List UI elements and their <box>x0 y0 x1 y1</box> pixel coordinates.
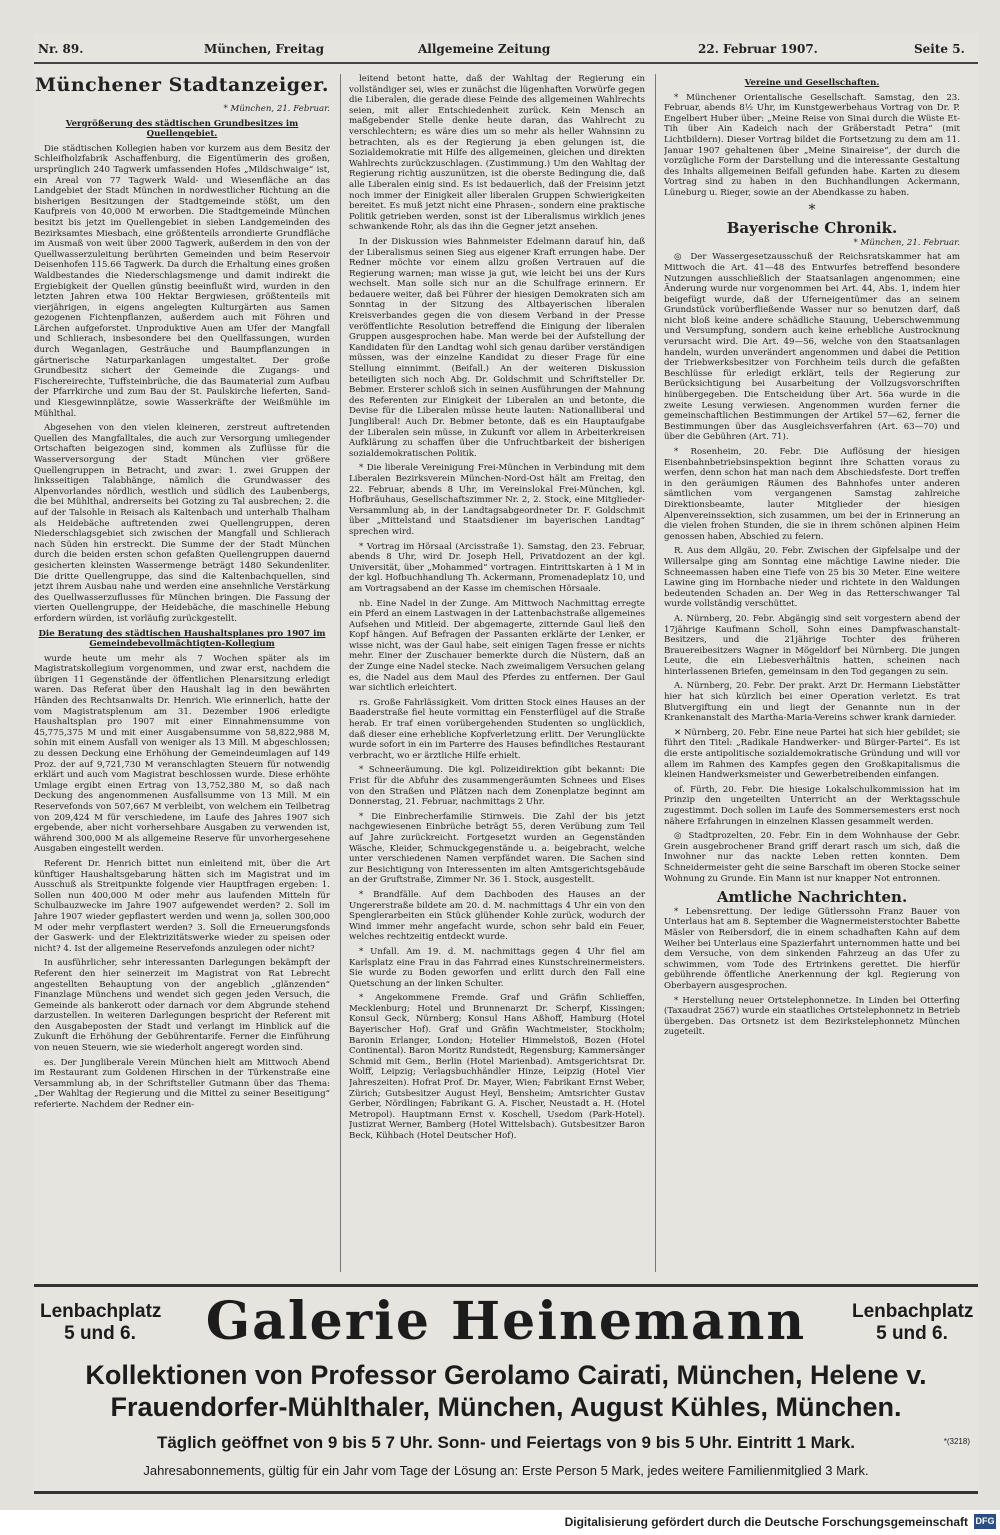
article-paragraph: leitend betont hatte, daß der Wahltag der Regierung ein vollständiger sei, wies er zunächst die lügenhaften Vorwürfe gegen die Liberalen, die gerade diese Feinde des allgemeinen Wahlrechts seien, mit aller Entschiedenheit zurück. Kein Mensch an maßgebender Stelle denke heute daran, das Wahlrecht zu verschlechtern; es wäre dies um so mehr als heller Wahnsinn zu betrachten, als es der Regierung ja eben gelungen ist, die Sozialdemokratie mit Hilfe des allgemeinen, gleichen und direkten Wahlrechts zurückzuschlagen. (Zustimmung.) Um den Wahltag der Regierung richtig auszunützen, ist die oberste Bedingung die, daß alle Liberalen einig sind. Es ist bedauerlich, daß der Freisinn jetzt noch immer der Einigkeit aller liberalen Gruppen Schwierigkeiten bereitet. Es muß jetzt nicht eine Phrasen-, sondern eine praktische Politik getrieben werden, sonst ist der Liberalismus wirklich jenes schwankende Rohr, als das ihn die Gegner jetzt ansehen. <box>349 74 645 233</box>
article-paragraph: * Die Einbrecherfamilie Stirnweis. Die Zahl der bis jetzt nachgewiesenen Einbrüche beträgt 55, deren Verübung zum Teil auf Jahre zurückreicht. Fortgesetzt wurden an Gegenständen Wäsche, Kleider, Schmuckgegenstände u. a. beigebracht, welche unter verschiedenen Namen verpfändet waren. Die Sachen sind zur Besichtigung von Interessenten im alten Amtsgerichtsgebäude an der Gruftstraße, Zimmer Nr. 36 1. Stock, ausgestellt. <box>349 811 645 886</box>
ad-subscription: Jahresabonnements, gültig für ein Jahr vom Tage der Lösung an: Erste Person 5 Mark, jedes weitere Familienmitglied 3 Mark. <box>143 1463 869 1478</box>
section-heading-vereine: Vereine und Gesellschaften. <box>744 78 880 88</box>
column-divider <box>655 74 656 1272</box>
article-paragraph: ◎ Stadtprozelten, 20. Febr. Ein in dem Wohnhause der Gebr. Grein ausgebrochener Brand griff derart rasch um sich, daß die Inwohner nur das nackte Leben retten konnten. Dem Schneidermeister geht die seine Barschaft im oberen Stocke seiner Wohnung zu Grunde. Ein Mann ist nur knapper Not entronnen. <box>664 831 960 884</box>
dateline: * München, 21. Februar. <box>223 104 330 114</box>
column-divider <box>340 74 341 1272</box>
article-paragraph: of. Fürth, 20. Febr. Die hiesige Lokalschulkommission hat im Prinzip den ungeteilten Unterricht an der Werktagsschule zugestimmt. Doch sollen im Laufe des Sommersemesters erst noch nähere Erfahrungen in einzelnen Klassen gesammelt werden. <box>664 784 960 827</box>
column-1 <box>34 74 330 1272</box>
ad-collections: Kollektionen von Professor Gerolamo Cairati, München, Helene v. Frauendorfer-Mühlthaler, München, August Kühles, München. <box>85 1360 927 1422</box>
place-day: München, Freitag <box>204 42 325 56</box>
article-paragraph: * Angekommene Fremde. Graf und Gräfin Schlieffen, Mecklenburg; Hotel und Brunnenarzt Dr. Scherpf, Kissingen; Konsul Geck, Nürnberg; Konsul Hans Aßhoff, Hamburg (Hotel Bayerischer Hof). Graf und Gräfin Wachtmeister, Stockholm; Baronin Erlanger, London; Hotelier Himmelstoß, Bozen (Hotel Continental). Baron Moritz Rundstedt, Regensburg; Kammersänger Schmid mit Gem., Berlin (Hotel Marienbad). Amtsgerichtsrat Dr. Wolff, Leipzig; Verlagsbuchhändler Hinze, Leipzig (Hotel Vier Jahreszeiten). Hofrat Prof. Dr. Mayer, Wien; Fabrikant Ernst Weber, Zürich; Gutsbesitzer August Heyl, Bensheim; Amtsrichter Gustav Gerber, Nördlingen; Fabrikant G. A. Fischer, Neustadt a. H. (Hotel Metropol). Hauptmann Ernst v. Koschell, Usedom (Park-Hotel). Justizrat Werner, Bamberg (Hotel Wittelsbach). Gutsbesitzer Baron Beck, Kühbach (Hotel Deutscher Hof). <box>349 993 645 1141</box>
article-paragraph: R. Aus dem Allgäu, 20. Febr. Zwischen der Gipfelsalpe und der Willersalpe ging am Sonntag eine mächtige Lawine nieder. Die Schneemassen haben eine Tiefe von 25 bis 30 Meter. Eine weitere Lawine ging im Hornbache nieder und richtete in den Waldungen bedeutenden Schaden an. Der Weg in das Retterschwanger Tal wurde vollständig verschüttet. <box>664 546 960 610</box>
article-paragraph: Referent Dr. Henrich bittet nun einleitend mit, über die Art künftiger Haushaltsgebarung hätten sich im Magistrat und im Ausschuß als Streitpunkte folgende vier Hauptfragen ergeben: 1. Sollen nun 400,000 M oder mehr aus laufenden Mitteln für Schulbauzwecke im Jahre 1907 aufgewendet werden? 2. Soll im Jahre 1907 wieder gepflastert werden und wenn ja, sollen 300,000 M oder mehr verpflastert werden? 3. Soll die Erneuerungsfonds der Gaswerk- und der Elektrizitätswerke wieder zu speisen oder nicht? 4. Ist der allgemeine Reservefonds anzulegen oder nicht? <box>34 858 330 954</box>
article-paragraph: * Lebensrettung. Der ledige Gütlerssohn Franz Bauer von Unterlaus hat am 8. September die Wagnermeisterstochter Babette Mäsler von Reibersdorf, die in einem schadhaften Kahn auf dem Weiher bei Unterlaus eine Spazierfahrt unternommen hatte und bei dem Versuche, von dem sinkenden Fahrzeug an das Ufer zu schwimmen, vom Tode des Ertrinkens gerettet. Die hierfür gebührende öffentliche Anerkennung der kgl. Regierung von Oberbayern ausgesprochen. <box>664 906 960 991</box>
newspaper-page <box>34 34 978 1492</box>
ad-address-left: Lenbachplatz 5 und 6. <box>40 1301 162 1344</box>
article-headline: Vergrößerung des städtischen Grundbesitzes im Quellengebiet. <box>65 118 299 140</box>
article-paragraph: * Brandfälle. Auf dem Dachboden des Hauses an der Ungererstraße bildete am 20. d. M. nachmittags 4 Uhr ein von den Spenglerarbeiten ein Stück glühender Kohle zurück, wodurch der Wind immer mehr angefacht wurde, schon sehr bald ein Feuer, welches rechtzeitig entdeckt wurde. <box>349 889 645 943</box>
issue-number: Nr. 89. <box>38 42 84 56</box>
ad-code: *(3218) <box>943 1437 970 1446</box>
advertisement-galerie <box>34 1284 978 1494</box>
digitization-footer <box>0 1510 1000 1535</box>
article-paragraph: * Vortrag im Hörsaal (Arcisstraße 1). Samstag, den 23. Februar, abends 8 Uhr, wird Dr. Joseph Hell, Privatdozent an der kgl. Universität, über „Mohammed“ vortragen. Eintrittskarten à 1 M in der kgl. Hofbuchhandlung Th. Ackermann, Promenadeplatz 10, und am Vortragsabend an der Kasse im chemischen Hörsaale. <box>349 541 645 594</box>
article-paragraph: nb. Eine Nadel in der Zunge. Am Mittwoch Nachmittag erregte ein Pferd an einem Lastwagen in der Lattenbachstraße allgemeines Aufsehen und Mitleid. Der abgemagerte, zitternde Gaul ließ den Kopf hängen. Auf Befragen der Passanten erklärte der Lenker, er wisse nicht, was der Gaul habe, seit einigen Tagen fresse er nichts mehr. Einer der Zuschauer bemerkte durch die Nüstern, daß an der Zunge eine Nadel stecke. Nach zweimaligem Versuchen gelang es, die Nadel aus dem Maul des Pferdes zu entfernen. Der Gaul war sichtlich erleichtert. <box>349 598 645 694</box>
article-headline: Die Beratung des städtischen Haushaltsplanes pro 1907 im Gemeindebevollmächtigten-Kollegium <box>38 628 326 650</box>
dfg-logo: DFG <box>974 1514 996 1529</box>
article-paragraph: Die städtischen Kollegien haben vor kurzem aus dem Besitz der Schleifholzfabrik Aschaffenburg, die Eigentümerin des großen, ursprünglich 240 Tagwerk umfassenden Hofes „Mildschwaige“ ist, ein Areal von 77 Tagwerk Wald- und Wiesenfläche an das Landgebiet der Stadt München in nordwestlicher Richtung an die bisherigen Besitzungen der Stadtgemeinde stößt, um den Kaufpreis von 40,000 M erworben. Die Stadtgemeinde München besitzt bis jetzt im Quellengebiet in sieben Landgemeinden des Bezirksamtes Miesbach, eine größtenteils arrondierte Grundfläche im Ausmaß von weit über 2000 Tagwerk, außerdem in den von der Quellwasserzuleitung berührten Gemeinden und beim Reservoir Deisenhofen 115.66 Tagwerk. Da durch die Erhaltung eines großen Waldbestandes die Niederschlagsmenge und damit indirekt die Ergiebigkeit der Quellen günstig beeinflußt wird, wurden in den letzten Jahren etwa 100 Hektar Bergwiesen, größtenteils mit vierjährigen, in eigens angelegten Kulturgärten aus Samen gezogenen Fichtenpflanzen, außerdem auch mit Föhren und Lärchen aufgeforstet. Unproduktive Auen am Ufer der Mangfall und Schlierach, insbesondere bei den Quellfassungen, wurden durch Weganlagen, Gesträuche und Baumpflanzungen in gärtnerische Naturparkanlagen umgestaltet. Der große Grundbesitz sichert der Gemeinde die Zugangs- und Fischereirechte, Tuffsteinbrüche, die das Baumaterial zum Aufbau der Pfarrkirche und zum Bau der St. Paulskirche lieferten, Sand- und Kiesgewinnplätze, sowie Wasserkräfte der Weißmühle im Mühlthal. <box>34 143 330 419</box>
separator-star: * <box>808 201 816 218</box>
ad-opening-hours: Täglich geöffnet von 9 bis 5 7 Uhr. Sonn- und Feiertags von 9 bis 5 Uhr. Eintritt 1 Mark. <box>156 1433 856 1452</box>
issue-date: 22. Februar 1907. <box>698 42 818 56</box>
page-number: Seite 5. <box>914 42 965 56</box>
article-paragraph: es. Der Jungliberale Verein München hielt am Mittwoch Abend im Restaurant zum Goldenen Hirschen in der Türkenstraße eine Versammlung ab, in der Schriftsteller Gutmann über das Thema: „Der Wahltag der Regierung und die Mittel zu seiner Beseitigung“ referierte. Nachdem der Redner ein- <box>34 1057 330 1111</box>
newspaper-name: Allgemeine Zeitung <box>418 42 551 56</box>
article-paragraph: ◎ Der Wassergesetzausschuß der Reichsratskammer hat am Mittwoch die Art. 41—48 des Entwurfes betreffend besondere Nutzungen ausschließlich der Staatsanlagen angenommen; eine Änderung wurde nur vorgenommen bei Art. 44, Abs. 1, indem hier beigefügt wurde, daß der Uferneigentümer das an seinem Grundstück vorüberfließende Wasser nur so benutzen darf, daß nicht bloß keine andere schädliche Stauung, Ueberschwemmung und Versumpfung, sondern auch keine erhebliche Austrocknung verursacht wird. Die Art. 49—56, welche von den Staatsanlagen handeln, wurden unverändert angenommen und dabei die Petition der Triebwerksbesitzer von Forchheim teils durch die gefaßten Beschlüsse für erledigt erklärt, teils der Regierung zur Berücksichtigung bei Ausarbeitung der Vollzugsvorschriften hinübergegeben. Die Entscheidung über Art. 56a wurde in die zweite Lesung verwiesen. Angenommen wurden ferner die gemeinschaftlichen Bestimmungen der Artikel 57—62, ferner die Bestimmungen über das Ausgleichsverfahren (Art. 63—70) und über die Gebühren (Art. 71). <box>664 252 960 443</box>
running-header <box>34 40 978 64</box>
article-paragraph: In der Diskussion wies Bahnmeister Edelmann darauf hin, daß der Liberalismus seinen Sieg aus eigener Kraft errungen habe. Der Redner möchte vor einem allzu großen Vertrauen auf die Regierung warnen; man wisse ja gut, wie leicht bei uns der Kurs wechselt. Man solle sich nur an die Schulfrage erinnern. Er bedauere weiter, daß bei Führer der hiesigen Demokraten sich am Sonntag in der Sitzung des Altbayerischen liberalen Kreisverbandes gegen die von diesem Verband in der Presse veröffentlichte Resolution betreffend die Einigung der liberalen Gruppen ausgesprochen habe. Man werde bei der Aufstellung der Kandidaten für den Landtag wohl sich genau darüber verständigen müssen, was der einzelne Kandidat zu dieser Frage für eine Stellung einnimmt. (Beifall.) An der weiteren Diskussion beteiligten sich noch Abg. Dr. Goldschmit und Schriftsteller Dr. Bebmer. Ersterer schloß sich in seinen Ausführungen der Mahnung des Referenten zur Einigkeit der Liberalen an und betonte, die Devise für die Liberalen müsse heute lauten: Nationalliberal und Jungliberal! Auch Dr. Bebmer betonte, daß es ein Hauptaufgabe der Liberalen sein müsse, in Zukunft vor allem in Arbeiterkreisen Aufklärung zu schaffen über die Unfruchtbarkeit der bisherigen sozialdemokratischen Politik. <box>349 236 645 459</box>
column-2 <box>349 74 645 1272</box>
article-paragraph: * Die liberale Vereinigung Frei-München in Verbindung mit dem Liberalen Bezirksverein München-Nord-Ost hält am Freitag, den 22. Februar, abends 8 Uhr, im Vereinslokal Frei-München, kgl. Hofbräuhaus, Gesellschaftszimmer Nr. 2, 2. Stock, eine Mitglieder-Versammlung ab, in der Landtagsabgeordneter Dr. F. Goldschmit über „Mittelstand und Staatsdiener im bayerischen Landtag“ sprechen wird. <box>349 463 645 537</box>
article-paragraph: * Schneeräumung. Die kgl. Polizeidirektion gibt bekannt: Die Frist für die Abfuhr des zusammengeräumten Schnees und Eises von den Straßen und Plätzen nach dem Zonenplatze beginnt am Donnerstag, 21. Februar, nachmittags 2 Uhr. <box>349 765 645 808</box>
ad-address-right: Lenbachplatz 5 und 6. <box>852 1301 974 1344</box>
column-3 <box>664 74 960 1272</box>
ad-title: Galerie Heinemann <box>205 1291 807 1352</box>
dateline: * München, 21. Februar. <box>853 237 960 248</box>
article-paragraph: Abgesehen von den vielen kleineren, zerstreut auftretenden Quellen des Mangfalltales, die auch zur Versorgung umliegender Ortschaften beigezogen sind, kommen als Zuflüsse für die Wasserversorgung der Stadt München vier größere Quellengruppen in Betracht, und zwar: 1. zwei Gruppen der linksseitigen Talabhänge, nämlich die Grundwasser des Alpenvorlandes nördlich, westlich und südlich des Laubenbergs, die bei Mühlthal, andrerseits bei Gotzing zu Tal ausbrechen; 2. die auf der Talsohle in Reisach als Kaltenbach und unterhalb Thalham als Heidebäche auftretenden zwei Quellengruppen, deren Niederschlagsgebiet sich zwischen der Mangfall und Schlierach nach Süden hin erstreckt. Die Summe der der Stadt München durch die beiden ersten schon gefaßten Quellengruppen dauernd gesicherten kleinsten Wassermenge beträgt 1480 Sekundenliter. Die dritte Quellengruppe, das sind die Kaltenbachquellen, sind jetzt ihrem Ausbau nahe und werden eine ansehnliche Verstärkung des Quellwasserzuflusses für München bringen. Die Fassung der vierten Quellengruppe, der Heidebäche, die maschinelle Hebung erfordern würden, ist vorläufig zurückgestellt. <box>34 423 330 624</box>
section-title: Münchener Stadtanzeiger. <box>34 74 329 96</box>
article-paragraph: * Münchener Orientalische Gesellschaft. Samstag, den 23. Februar, abends 8½ Uhr, im Kunstgewerbehaus Vortrag von Dr. P. Engelbert Huber über: „Meine Reise von Sinai durch die Wüste Et-Tih über Ain Kadeich nach der Gräberstadt Petra“ (mit Lichtbildern). Dieser Vortrag bildet die Fortsetzung zu dem am 11. Januar 1907 gehaltenen über „Meine Sinaireise“, der durch die vorzügliche Form der Darstellung und die interessante Gestaltung des Inhalts allgemeinen Beifall gefunden habe. Karten zu diesem Vortrag sind zu haben in den Buchhandlungen Ackermann, Lüneburg u. Rieger, sowie an der Abendkasse zu haben. <box>664 92 960 198</box>
article-paragraph: In ausführlicher, sehr interessanten Darlegungen bekämpft der Referent den hier seinerzeit im Magistrat von Rat Lebrecht angestellten Behauptung von der angeblich „glänzenden“ Finanzlage Münchens und wendet sich gegen jeden Versuch, die Gemeinde als bankerott oder darnach vor dem Abgrunde stehend darzustellen. In weiteren Darlegungen bespricht der Referent mit den Ausgabeposten der Stadt und verlangt im Hinblick auf die Zukunft die Erhöhung der Gebührentarife. Ferner die Einführung von neuen Steuern, wie sie wiederholt angeregt worden sind. <box>34 958 330 1054</box>
article-paragraph: * Rosenheim, 20. Febr. Die Auflösung der hiesigen Eisenbahnbetriebsinspektion beginnt ihre Schatten voraus zu werfen, denn schon hat man nach dem Abschiedsfeste. Dort treffen in den geräumigen Räumen des Bahnhofes unter anderen sämtlichen vom vergangenen Samstag zahlreiche Direktionsbeamte, lauter Mitglieder der hiesigen Alpenvereinssektion, sich zusammen, um bei der in Erinnerung an die vielen frohen Stunden, die sie in ihrem schönen alpinen Heim genossen haben, Abschied zu feiern. <box>664 447 960 542</box>
article-paragraph: wurde heute um mehr als 7 Wochen später als im Magistratskollegium vorgenommen, und zwar erst, nachdem die übrigen 11 Gegenstände der öffentlichen Plenarsitzung erledigt waren. Das Referat über den Haushalt lag in den bewährten Händen des Rechtsanwalts Dr. Henrich. Wie erinnerlich, hatte der vom Magistratsplenum am 31. Dezember 1906 erledigte Haushaltsplan pro 1907 mit einer Einnahmensumme von 45,775,375 M und mit einer Ausgabensumme von 58,822,988 M, sohin mit einem Ausfall von weniger als 13 Mill. M abgeschlossen; zu dessen Deckung eine Erhöhung der Gemeindeumlagen auf 149 Proz. der auf 9,721,730 M veranschlagten Steuern für notwendig erklärt und auch vom Magistrat beschlossen wurde. Diese erhöhte Umlage ergibt einen Ertrag von 13,752,380 M, so daß nach Deckung des angenommenen Ausfallsumme von 13 Mill. M ein Reservefonds von 507,667 M verbleibt, von welchem ein Teilbetrag von 209,424 M für verschiedene, im Laufe des Jahres 1907 sich ergebende, aber nicht vorhersehbare Ausgaben zu verwenden ist, während 300,000 M als allgemeine Reserve für unvorhergesehene Ausgaben eingestellt werden. <box>34 653 330 855</box>
article-paragraph: * Unfall. Am 19. d. M. nachmittags gegen 4 Uhr fiel am Karlsplatz eine Frau in das Fahrrad eines Kunstschreinermeisters. Sie wurde zu Boden geworfen und erlitt durch den Fall eine Quetschung an der linken Schulter. <box>349 946 645 989</box>
article-paragraph: ✕ Nürnberg, 20. Febr. Eine neue Partei hat sich hier gebildet; sie führt den Titel: „Radikale Handwerker- und Bürger-Partei“. Es ist die erste antipolitische sozialdemokratische Gründung und will vor allem im Rahmen des Kampfes gegen den Großkapitalismus die kleinen Handwerksmeister und Gewerbetreibenden einfangen. <box>664 727 960 781</box>
section-heading-chronik: Bayerische Chronik. <box>726 219 898 238</box>
article-paragraph: rs. Große Fahrlässigkeit. Vom dritten Stock eines Hauses an der Baaderstraße fiel heute vormittag ein Fensterflügel auf die Straße herab. Er traf einen vorübergehenden Studenten so unglücklich, daß dieser eine erhebliche Kopfverletzung erlitt. Der Verunglückte wurde sofort in ein im Parterre des Hauses befindliches Restaurant verbracht, wo er ärztliche Hilfe erhielt. <box>349 697 645 761</box>
section-heading-amtlich: Amtliche Nachrichten. <box>716 888 908 907</box>
article-paragraph: * Herstellung neuer Ortstelephonnetze. In Linden bei Otterfing (Taxaudrat 2567) wurde ein staatliches Ortstelephonnetz in Betrieb übergeben. Das Ortsnetz ist dem Bezirkstelephonnetz München zugeteilt. <box>664 995 960 1038</box>
article-paragraph: A. Nürnberg, 20. Febr. Abgängig sind seit vorgestern abend der 17jährige Kaufmann Scholl, Sohn eines Dampfwaschanstalt-Besitzers, und die 21jährige Tochter des früheren Brauereibesitzers Wagner in Mögeldorf bei Nürnberg. Die jungen Leute, die ein Liebesverhältnis hatten, scheinen nach hinterlassenen Briefen, gemeinsam in den Tod gegangen zu sein. <box>664 613 960 677</box>
article-paragraph: A. Nürnberg, 20. Febr. Der prakt. Arzt Dr. Hermann Liebstätter hier hat sich kürzlich bei einer Operation verletzt. Es trat Blutvergiftung ein und liegt der Genannte nun in der Krankenanstalt des Martha-Maria-Vereins schwer krank darnieder. <box>664 681 960 724</box>
footer-text: Digitalisierung gefördert durch die Deutsche Forschungsgemeinschaft <box>564 1515 968 1529</box>
